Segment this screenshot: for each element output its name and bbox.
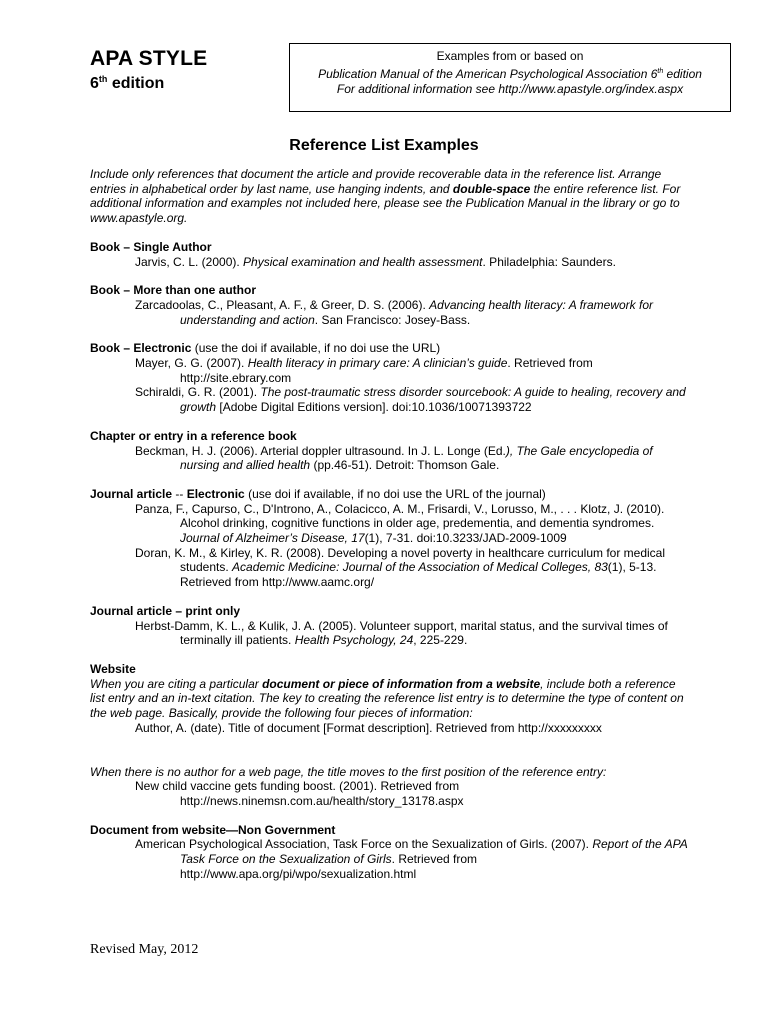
box-line-1: Examples from or based on: [436, 49, 584, 63]
box-line-3: For additional information see http://www.apastyle.org/index.aspx: [336, 82, 684, 96]
ref-part: Zarcadoolas, C., Pleasant, A. F., & Greer, D. S. (2006).: [135, 297, 430, 312]
heading-text: Electronic: [186, 486, 245, 501]
ref-title: Report of the APA Task Force on the Sexualization of Girls: [180, 837, 688, 867]
reference-entry: [90, 502, 690, 546]
section-heading: Chapter or entry in a reference book: [90, 428, 297, 443]
ref-part: (pp.46-51). Detroit: Thomson Gale.: [310, 458, 500, 473]
ref-part: Mayer, G. G. (2007).: [135, 356, 248, 371]
edition-label: [90, 74, 164, 93]
document-title: Reference List Examples: [289, 137, 479, 154]
ref-part: . San Francisco: Josey-Bass.: [314, 312, 471, 327]
ref-part: Panza, F., Capurso, C., D'Introno, A., Colacicco, A. M., Frisardi, V., Lorusso, M., . . . Klotz, J. (2010). Alcohol drinking, cognitive functions in older age, predementia, and dementia syndromes.: [135, 501, 665, 531]
source-info-box: [289, 43, 731, 112]
section-heading: Website: [90, 661, 136, 676]
intro-text-c: the entire reference list. For additional information and examples not included here, please see the Publication Manual in the library or go to www.apastyle.org.: [90, 181, 681, 226]
ref-part: . Retrieved from http://www.apa.org/pi/wpo/sexualization.html: [180, 852, 478, 881]
heading-separator: --: [172, 486, 187, 501]
ref-part: ,: [344, 531, 352, 546]
intro-emphasis: double-space: [452, 181, 531, 196]
revision-date: Revised May, 2012: [90, 942, 199, 957]
ref-part: ,: [393, 633, 400, 648]
ref-title: Physical examination and health assessment: [243, 254, 483, 269]
ref-part: Schiraldi, G. R. (2001).: [135, 385, 261, 400]
box-line-2-text: Publication Manual of the American Psychological Association 6: [318, 67, 658, 81]
section-chapter: [90, 429, 690, 473]
section-heading: [90, 341, 690, 356]
box-line-2: [290, 64, 730, 82]
reference-entry: [90, 298, 690, 327]
box-line-2-tail: edition: [663, 67, 702, 81]
section-website: [90, 662, 690, 809]
section-book-multi: [90, 283, 690, 327]
reference-template: Author, A. (date). Title of document [Format description]. Retrieved from http://xxxxxxxxx: [135, 720, 602, 735]
desc-part: When you are citing a particular: [90, 676, 263, 691]
page-title: APA STYLE: [90, 47, 208, 70]
section-heading: Book – Single Author: [90, 239, 212, 254]
ref-volume: 17: [351, 531, 365, 546]
ref-part: Jarvis, C. L. (2000).: [135, 254, 244, 269]
section-non-government: [90, 823, 690, 882]
reference-entry: [90, 837, 690, 881]
edition-number: 6: [90, 75, 99, 92]
ref-part: Beckman, H. J. (2006). Arterial doppler ultrasound. In J. L. Longe (Ed.: [135, 443, 506, 458]
ref-part: Herbst-Damm, K. L., & Kulik, J. A. (2005). Volunteer support, marital status, and the survival times of terminally ill patients.: [135, 618, 668, 648]
edition-superscript: th: [98, 74, 108, 84]
intro-text-a: Include only references that document the article and provide recoverable data in the reference list. Arrange entries in alphabetical order by last name, use hanging indents, and: [90, 167, 662, 196]
ref-part: (1), 7-31. doi:10.3233/JAD-2009-1009: [364, 531, 567, 546]
ref-journal: Health Psychology: [294, 633, 394, 648]
no-author-note: When there is no author for a web page, the title moves to the first position of the reference entry:: [90, 764, 607, 779]
box-line-2-sup: th: [657, 68, 664, 75]
heading-note: (use the doi if available, if no doi use the URL): [191, 341, 441, 356]
section-heading: [90, 487, 690, 502]
ref-title: Health literacy in primary care: A clinician’s guide: [247, 356, 508, 371]
section-book-electronic: [90, 341, 690, 415]
section-heading: Book – More than one author: [90, 283, 257, 298]
edition-word: edition: [111, 75, 165, 92]
reference-entry: New child vaccine gets funding boost. (2001). Retrieved from http://news.ninemsn.com.au/health/story_13178.aspx: [135, 779, 464, 808]
ref-title: ), The Gale encyclopedia of nursing and allied health: [180, 443, 653, 473]
reference-entry: [90, 385, 690, 414]
reference-entry: [90, 356, 690, 385]
ref-volume: 24: [399, 633, 414, 648]
ref-journal: Journal of Alzheimer’s Disease: [180, 531, 345, 546]
heading-note: (use doi if available, if no doi use the URL of the journal): [244, 486, 546, 501]
heading-text: Book – Electronic: [90, 341, 192, 356]
desc-emphasis: document or piece of information from a website: [262, 676, 541, 691]
ref-part: [Adobe Digital Editions version]. doi:10.1036/10071393722: [216, 400, 532, 415]
ref-part: (1), 5-13. Retrieved from http://www.aamc.org/: [180, 560, 657, 590]
ref-volume: 83: [594, 560, 608, 575]
website-description: [90, 677, 690, 721]
ref-part: , 225-229.: [413, 633, 468, 648]
heading-text: Journal article: [90, 486, 173, 501]
ref-part: American Psychological Association, Task Force on the Sexualization of Girls. (2007).: [135, 837, 593, 852]
ref-title: The post-traumatic stress disorder sourcebook: A guide to healing, recovery and growth: [180, 385, 686, 415]
section-heading: Document from website—Non Government: [90, 822, 336, 837]
ref-part: . Retrieved from http://site.ebrary.com: [180, 356, 593, 385]
ref-part: Doran, K. M., & Kirley, K. R. (2008). Developing a novel poverty in healthcare curriculum for medical students.: [135, 545, 666, 575]
ref-journal: Academic Medicine: Journal of the Association of Medical Colleges: [232, 560, 588, 575]
ref-title: Advancing health literacy: A framework for understanding and action: [180, 297, 654, 327]
reference-entry: [90, 619, 690, 648]
reference-entry: [90, 444, 690, 473]
reference-entry: [90, 255, 690, 270]
desc-part: , include both a reference list entry and an in-text citation. The key to creating the reference list entry is to determine the type of content on the web page. Basically, provide the following four pieces of information:: [90, 676, 684, 721]
reference-entry: [90, 546, 690, 590]
section-journal-print: [90, 604, 690, 648]
ref-part: . Philadelphia: Saunders.: [482, 254, 616, 269]
section-heading: Journal article – print only: [90, 603, 241, 618]
section-book-single: [90, 240, 690, 269]
section-journal-electronic: [90, 487, 690, 590]
spacer: [90, 736, 690, 765]
intro-paragraph: [90, 167, 690, 226]
ref-part: ,: [587, 560, 595, 575]
document-body: [90, 167, 690, 895]
